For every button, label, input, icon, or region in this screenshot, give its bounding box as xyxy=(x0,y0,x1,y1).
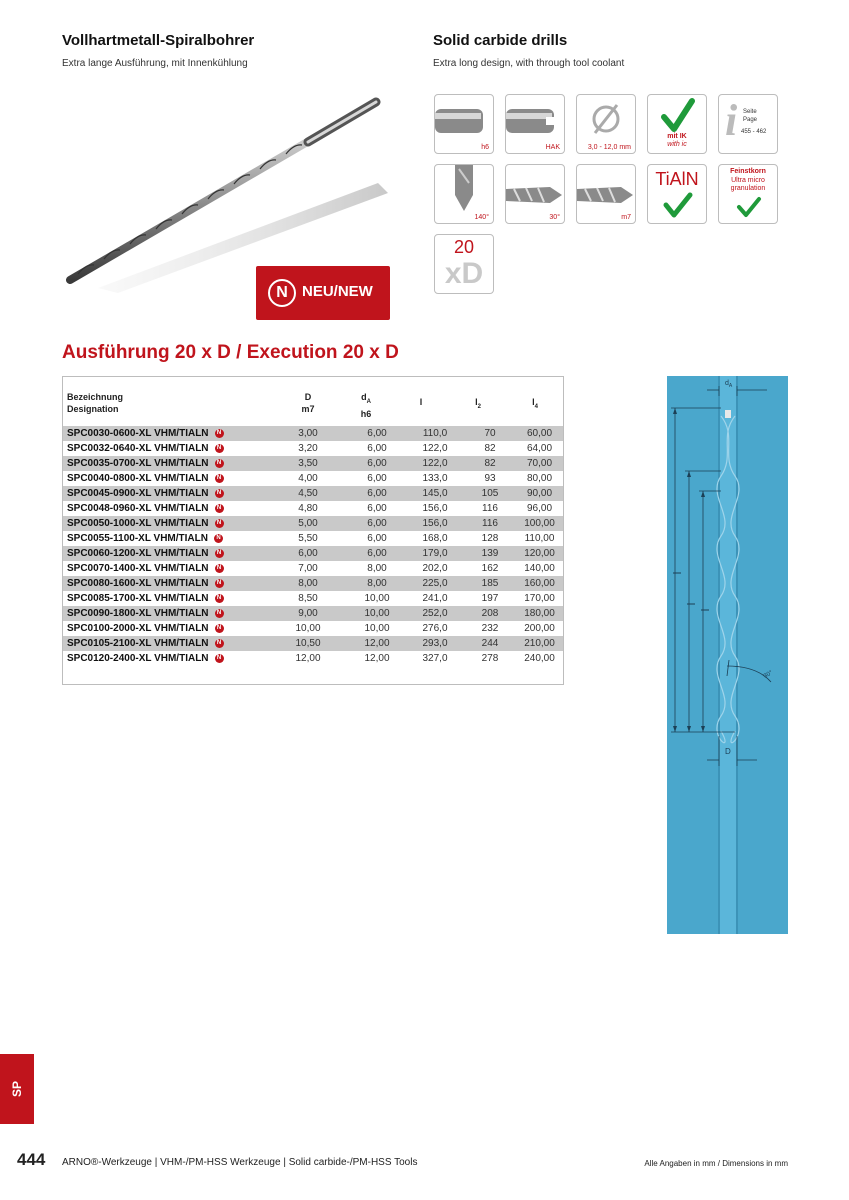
designation-cell xyxy=(63,546,268,561)
d-cell xyxy=(268,456,348,471)
grain-de-label: Feinstkorn xyxy=(730,168,766,175)
l2-cell-text: 82 xyxy=(484,458,496,469)
l-cell-text: 276,0 xyxy=(422,623,448,634)
subtitle-de: Extra lange Ausführung, mit Innenkühlung xyxy=(62,58,248,69)
section-title: Ausführung 20 x D / Execution 20 x D xyxy=(62,342,399,363)
d-cell-text: 12,00 xyxy=(295,653,321,664)
diameter-range-label: 3,0 - 12,0 mm xyxy=(587,144,631,151)
ic-de-label: mit IK xyxy=(667,133,687,140)
d-cell-text: 4,80 xyxy=(298,503,318,514)
designation-cell xyxy=(63,486,268,501)
shank-hak-label: HAK xyxy=(545,144,560,151)
l2-cell xyxy=(464,441,516,456)
designation-cell xyxy=(63,651,268,666)
l4-cell-text: 210,00 xyxy=(524,638,555,649)
spec-table-body xyxy=(63,426,563,666)
tolerance-icon xyxy=(576,164,636,224)
l2-cell xyxy=(464,606,516,621)
l4-cell-text: 180,00 xyxy=(524,608,555,619)
table-row xyxy=(63,591,563,606)
d-cell-text: 3,20 xyxy=(298,443,318,454)
l-cell-text: 156,0 xyxy=(422,518,448,529)
l-cell-text: 252,0 xyxy=(422,608,448,619)
designation-cell xyxy=(63,516,268,531)
l-cell xyxy=(406,606,464,621)
designation-cell-text: SPC0055-1100-XL VHM/TIALN xyxy=(67,533,208,544)
table-head-l4 xyxy=(525,397,545,410)
d-cell-text: 5,00 xyxy=(298,518,318,529)
d-cell-text: 8,50 xyxy=(298,593,318,604)
da-cell xyxy=(348,456,406,471)
designation-cell-text: SPC0035-0700-XL VHM/TIALN xyxy=(67,458,209,469)
head-d: D xyxy=(304,392,312,402)
l-cell-text: 168,0 xyxy=(422,533,448,544)
da-cell xyxy=(348,546,406,561)
ic-en-label: with ic xyxy=(667,141,687,148)
l4-cell-text: 140,00 xyxy=(524,563,555,574)
d-cell-text: 10,00 xyxy=(295,623,321,634)
l-cell xyxy=(406,531,464,546)
da-cell-text: 10,00 xyxy=(364,593,390,604)
da-cell xyxy=(348,441,406,456)
l4-cell-text: 160,00 xyxy=(524,578,555,589)
info-page-icon xyxy=(718,94,778,154)
table-row xyxy=(63,426,563,441)
l2-cell-text: 105 xyxy=(481,488,499,499)
da-cell-text: 6,00 xyxy=(367,533,387,544)
l-cell xyxy=(406,471,464,486)
table-head-d xyxy=(293,391,323,415)
da-cell xyxy=(348,531,406,546)
da-cell-text: 6,00 xyxy=(367,473,387,484)
d-cell-text: 3,50 xyxy=(298,458,318,469)
coating-label: TiAlN xyxy=(655,169,699,189)
designation-cell-text: SPC0080-1600-XL VHM/TIALN xyxy=(67,578,209,589)
designation-cell xyxy=(63,591,268,606)
table-row xyxy=(63,456,563,471)
l2-cell-text: 116 xyxy=(482,503,498,514)
d-cell xyxy=(268,576,348,591)
d-cell xyxy=(268,606,348,621)
l-cell xyxy=(406,636,464,651)
d-cell xyxy=(268,636,348,651)
subtitle-en: Extra long design, with through tool coolant xyxy=(433,58,625,69)
point-angle-label: 140° xyxy=(474,214,489,221)
l4-cell xyxy=(516,606,563,621)
title-en: Solid carbide drills xyxy=(433,32,568,49)
l2-cell-text: 208 xyxy=(481,608,499,619)
da-cell xyxy=(348,516,406,531)
l2-cell xyxy=(464,516,516,531)
table-row xyxy=(63,441,563,456)
l-cell xyxy=(406,486,464,501)
designation-cell-text: SPC0030-0600-XL VHM/TIALN xyxy=(67,428,209,439)
da-cell xyxy=(348,636,406,651)
l2-cell xyxy=(464,636,516,651)
designation-cell-text: SPC0032-0640-XL VHM/TIALN xyxy=(67,443,209,454)
l4-cell-text: 90,00 xyxy=(526,488,553,499)
l2-cell xyxy=(464,486,516,501)
l4-cell-text: 70,00 xyxy=(526,458,553,469)
da-cell-text: 8,00 xyxy=(367,578,387,589)
l-cell-text: 327,0 xyxy=(422,653,448,664)
l4-cell-text: 120,00 xyxy=(524,548,555,559)
designation-cell-text: SPC0090-1800-XL VHM/TIALN xyxy=(67,608,209,619)
page-range-label: 455 - 462 xyxy=(741,129,767,135)
da-cell xyxy=(348,606,406,621)
designation-cell-text: SPC0070-1400-XL VHM/TIALN xyxy=(67,563,209,574)
new-marker-icon: N xyxy=(215,579,224,588)
title-de: Vollhartmetall-Spiralbohrer xyxy=(62,32,255,49)
l4-cell xyxy=(516,426,563,441)
d-cell xyxy=(268,531,348,546)
l4-cell xyxy=(516,501,563,516)
table-row xyxy=(63,486,563,501)
new-badge-letter: N xyxy=(268,279,296,307)
shank-h6-label: h6 xyxy=(481,144,489,151)
tolerance-label: m7 xyxy=(621,214,631,221)
da-cell-text: 6,00 xyxy=(367,443,387,454)
d-cell xyxy=(268,501,348,516)
d-cell-text: 8,00 xyxy=(298,578,318,589)
table-row xyxy=(63,576,563,591)
d-cell xyxy=(268,561,348,576)
d-cell xyxy=(268,471,348,486)
da-cell-text: 6,00 xyxy=(367,428,387,439)
l-cell-text: 293,0 xyxy=(422,638,448,649)
new-marker-icon: N xyxy=(215,519,224,528)
l2-cell-text: 232 xyxy=(481,623,499,634)
da-cell-text: 6,00 xyxy=(367,458,387,469)
da-cell-text: 6,00 xyxy=(367,488,387,499)
l-cell xyxy=(406,426,464,441)
l-cell xyxy=(406,561,464,576)
l4-cell-text: 170,00 xyxy=(524,593,555,604)
table-row xyxy=(63,636,563,651)
designation-cell xyxy=(63,621,268,636)
l2-cell xyxy=(464,651,516,666)
head-da-sub: A xyxy=(366,398,371,405)
l-cell xyxy=(406,621,464,636)
designation-cell-text: SPC0048-0960-XL VHM/TIALN xyxy=(67,503,209,514)
table-row xyxy=(63,546,563,561)
new-marker-icon: N xyxy=(215,609,224,618)
side-tab xyxy=(0,1054,34,1124)
l-cell-text: 110,0 xyxy=(422,428,448,439)
head-da: d xyxy=(361,392,367,402)
designation-cell-text: SPC0045-0900-XL VHM/TIALN xyxy=(67,488,209,499)
new-marker-icon: N xyxy=(215,429,224,438)
head-l4: l xyxy=(532,397,535,407)
da-cell xyxy=(348,471,406,486)
point-angle-icon xyxy=(434,164,494,224)
l4-cell-text: 64,00 xyxy=(526,443,553,454)
new-marker-icon: N xyxy=(214,534,223,543)
l-cell xyxy=(406,546,464,561)
l4-cell xyxy=(516,441,563,456)
da-cell-text: 6,00 xyxy=(367,548,387,559)
info-glyph: i xyxy=(725,96,738,145)
head-d-tol: m7 xyxy=(301,404,315,414)
d-cell xyxy=(268,621,348,636)
da-cell xyxy=(348,426,406,441)
l-cell xyxy=(406,591,464,606)
shank-hak-icon xyxy=(505,94,565,154)
new-marker-icon: N xyxy=(215,564,224,573)
designation-cell xyxy=(63,531,268,546)
grain-icon xyxy=(718,164,778,224)
d-cell xyxy=(268,546,348,561)
head-l: l xyxy=(419,397,423,407)
l4-cell-text: 110,00 xyxy=(524,533,555,544)
da-cell-text: 6,00 xyxy=(367,518,387,529)
l4-cell xyxy=(516,516,563,531)
l4-cell xyxy=(516,621,563,636)
l2-cell xyxy=(464,546,516,561)
head-desig-de: Bezeichnung xyxy=(67,392,124,402)
new-marker-icon: N xyxy=(215,474,224,483)
table-row xyxy=(63,651,563,666)
technical-drawing xyxy=(667,376,788,934)
table-row xyxy=(63,561,563,576)
da-cell-text: 10,00 xyxy=(364,608,390,619)
designation-cell-text: SPC0100-2000-XL VHM/TIALN xyxy=(67,623,209,634)
l-cell-text: 133,0 xyxy=(422,473,448,484)
new-badge xyxy=(256,266,390,320)
da-cell xyxy=(348,561,406,576)
d-cell-text: 3,00 xyxy=(298,428,318,439)
d-cell-text: 5,50 xyxy=(298,533,318,544)
table-head-da xyxy=(351,391,381,420)
length-bottom-label: xD xyxy=(444,257,484,290)
da-cell xyxy=(348,501,406,516)
page-de-label: Seite xyxy=(743,109,757,115)
length-top-label: 20 xyxy=(453,237,475,257)
l4-cell xyxy=(516,456,563,471)
l2-cell-text: 139 xyxy=(481,548,499,559)
l4-cell xyxy=(516,471,563,486)
d-cell-text: 10,50 xyxy=(295,638,321,649)
l2-cell xyxy=(464,426,516,441)
d-cell-text: 4,50 xyxy=(298,488,318,499)
d-cell xyxy=(268,426,348,441)
designation-cell xyxy=(63,561,268,576)
da-cell xyxy=(348,651,406,666)
internal-coolant-icon xyxy=(647,94,707,154)
da-cell-text: 6,00 xyxy=(367,503,387,514)
new-marker-icon: N xyxy=(215,594,224,603)
l2-cell-text: 197 xyxy=(481,593,499,604)
l4-cell-text: 60,00 xyxy=(526,428,553,439)
l2-cell-text: 93 xyxy=(484,473,496,484)
designation-cell-text: SPC0105-2100-XL VHM/TIALN xyxy=(67,638,209,649)
da-cell xyxy=(348,621,406,636)
l-cell-text: 202,0 xyxy=(422,563,448,574)
l-cell-text: 122,0 xyxy=(422,458,448,469)
l-cell xyxy=(406,576,464,591)
new-marker-icon: N xyxy=(215,549,224,558)
l-cell-text: 145,0 xyxy=(422,488,448,499)
l2-cell xyxy=(464,456,516,471)
l4-cell-text: 240,00 xyxy=(524,653,555,664)
d-cell-text: 4,00 xyxy=(298,473,318,484)
da-cell-text: 12,00 xyxy=(364,653,390,664)
new-marker-icon: N xyxy=(215,624,224,633)
table-row xyxy=(63,471,563,486)
da-cell-text: 8,00 xyxy=(367,563,387,574)
l2-cell-text: 278 xyxy=(481,653,499,664)
l4-cell xyxy=(516,576,563,591)
new-badge-label: NEU/NEW xyxy=(302,283,373,300)
drawing-d-label: D xyxy=(725,747,731,756)
diameter-icon xyxy=(576,94,636,154)
l-cell-text: 241,0 xyxy=(422,593,448,604)
designation-cell xyxy=(63,606,268,621)
designation-cell xyxy=(63,426,268,441)
l2-cell-text: 128 xyxy=(481,533,499,544)
l-cell xyxy=(406,501,464,516)
l2-cell-text: 162 xyxy=(481,563,499,574)
l4-cell-text: 100,00 xyxy=(524,518,555,529)
new-marker-icon: N xyxy=(215,489,224,498)
l-cell-text: 179,0 xyxy=(422,548,448,559)
spec-table-frame xyxy=(62,376,564,685)
l4-cell xyxy=(516,531,563,546)
d-cell xyxy=(268,516,348,531)
designation-cell-text: SPC0120-2400-XL VHM/TIALN xyxy=(67,653,209,664)
l2-cell-text: 70 xyxy=(484,428,496,439)
da-cell-text: 12,00 xyxy=(364,638,390,649)
coating-icon xyxy=(647,164,707,224)
new-marker-icon: N xyxy=(215,459,224,468)
head-l4-sub: 4 xyxy=(534,403,538,410)
da-cell xyxy=(348,486,406,501)
l2-cell xyxy=(464,621,516,636)
l-cell xyxy=(406,456,464,471)
helix-angle-label: 30° xyxy=(549,214,560,221)
d-cell xyxy=(268,651,348,666)
drawing-angle-label: 30° xyxy=(763,669,774,680)
l-cell-text: 156,0 xyxy=(422,503,448,514)
length-factor-icon xyxy=(434,234,494,294)
l2-cell xyxy=(464,576,516,591)
designation-cell xyxy=(63,441,268,456)
d-cell xyxy=(268,441,348,456)
l-cell-text: 225,0 xyxy=(422,578,448,589)
l2-cell xyxy=(464,531,516,546)
side-tab-wrap xyxy=(0,1054,34,1124)
drawing-da-label: $d_A$ xyxy=(725,380,733,389)
designation-cell-text: SPC0085-1700-XL VHM/TIALN xyxy=(67,593,209,604)
da-cell xyxy=(348,576,406,591)
head-l2: l xyxy=(475,397,478,407)
table-row xyxy=(63,606,563,621)
new-marker-icon: N xyxy=(215,504,224,513)
designation-cell-text: SPC0040-0800-XL VHM/TIALN xyxy=(67,473,209,484)
l-cell xyxy=(406,516,464,531)
l4-cell xyxy=(516,591,563,606)
page-en-label: Page xyxy=(743,117,758,123)
spec-table xyxy=(63,426,563,666)
l4-cell-text: 96,00 xyxy=(526,503,553,514)
l2-cell xyxy=(464,591,516,606)
designation-cell xyxy=(63,471,268,486)
l-cell-text: 122,0 xyxy=(422,443,448,454)
shank-h6-icon xyxy=(434,94,494,154)
table-row xyxy=(63,501,563,516)
table-row xyxy=(63,516,563,531)
grain-en2-label: granulation xyxy=(730,185,766,192)
designation-cell xyxy=(63,576,268,591)
l4-cell-text: 200,00 xyxy=(524,623,555,634)
l2-cell-text: 116 xyxy=(482,518,498,529)
designation-cell xyxy=(63,501,268,516)
d-cell-text: 6,00 xyxy=(298,548,318,559)
d-cell xyxy=(268,591,348,606)
new-marker-icon: N xyxy=(215,639,224,648)
head-desig-en: Designation xyxy=(67,404,119,414)
l2-cell-text: 244 xyxy=(481,638,499,649)
table-row xyxy=(63,531,563,546)
l-cell xyxy=(406,651,464,666)
helix-angle-icon xyxy=(505,164,565,224)
l2-cell xyxy=(464,501,516,516)
head-l2-sub: 2 xyxy=(477,403,481,410)
footer-breadcrumb: ARNO®-Werkzeuge | VHM-/PM-HSS Werkzeuge | Solid carbide-/PM-HSS Tools xyxy=(62,1157,418,1168)
head-da-tol: h6 xyxy=(360,408,372,419)
d-cell xyxy=(268,486,348,501)
d-cell-text: 9,00 xyxy=(298,608,318,619)
l4-cell-text: 80,00 xyxy=(526,473,553,484)
da-cell xyxy=(348,591,406,606)
designation-cell-text: SPC0060-1200-XL VHM/TIALN xyxy=(67,548,209,559)
footer-note: Alle Angaben in mm / Dimensions in mm xyxy=(644,1159,788,1168)
l2-cell xyxy=(464,561,516,576)
table-head-designation xyxy=(67,391,123,415)
l2-cell-text: 82 xyxy=(484,443,496,454)
l4-cell xyxy=(516,651,563,666)
side-tab-label: SP xyxy=(9,1080,24,1098)
l4-cell xyxy=(516,546,563,561)
new-marker-icon: N xyxy=(215,444,224,453)
l2-cell xyxy=(464,471,516,486)
table-head-l2 xyxy=(468,397,488,410)
l4-cell xyxy=(516,636,563,651)
l2-cell-text: 185 xyxy=(481,578,499,589)
page-number: 444 xyxy=(17,1150,46,1169)
designation-cell-text: SPC0050-1000-XL VHM/TIALN xyxy=(67,518,209,529)
grain-en1-label: Ultra micro xyxy=(731,177,765,184)
d-cell-text: 7,00 xyxy=(298,563,318,574)
l-cell xyxy=(406,441,464,456)
designation-cell xyxy=(63,456,268,471)
da-cell-text: 10,00 xyxy=(364,623,390,634)
l4-cell xyxy=(516,486,563,501)
table-row xyxy=(63,621,563,636)
l4-cell xyxy=(516,561,563,576)
designation-cell xyxy=(63,636,268,651)
new-marker-icon: N xyxy=(215,654,224,663)
